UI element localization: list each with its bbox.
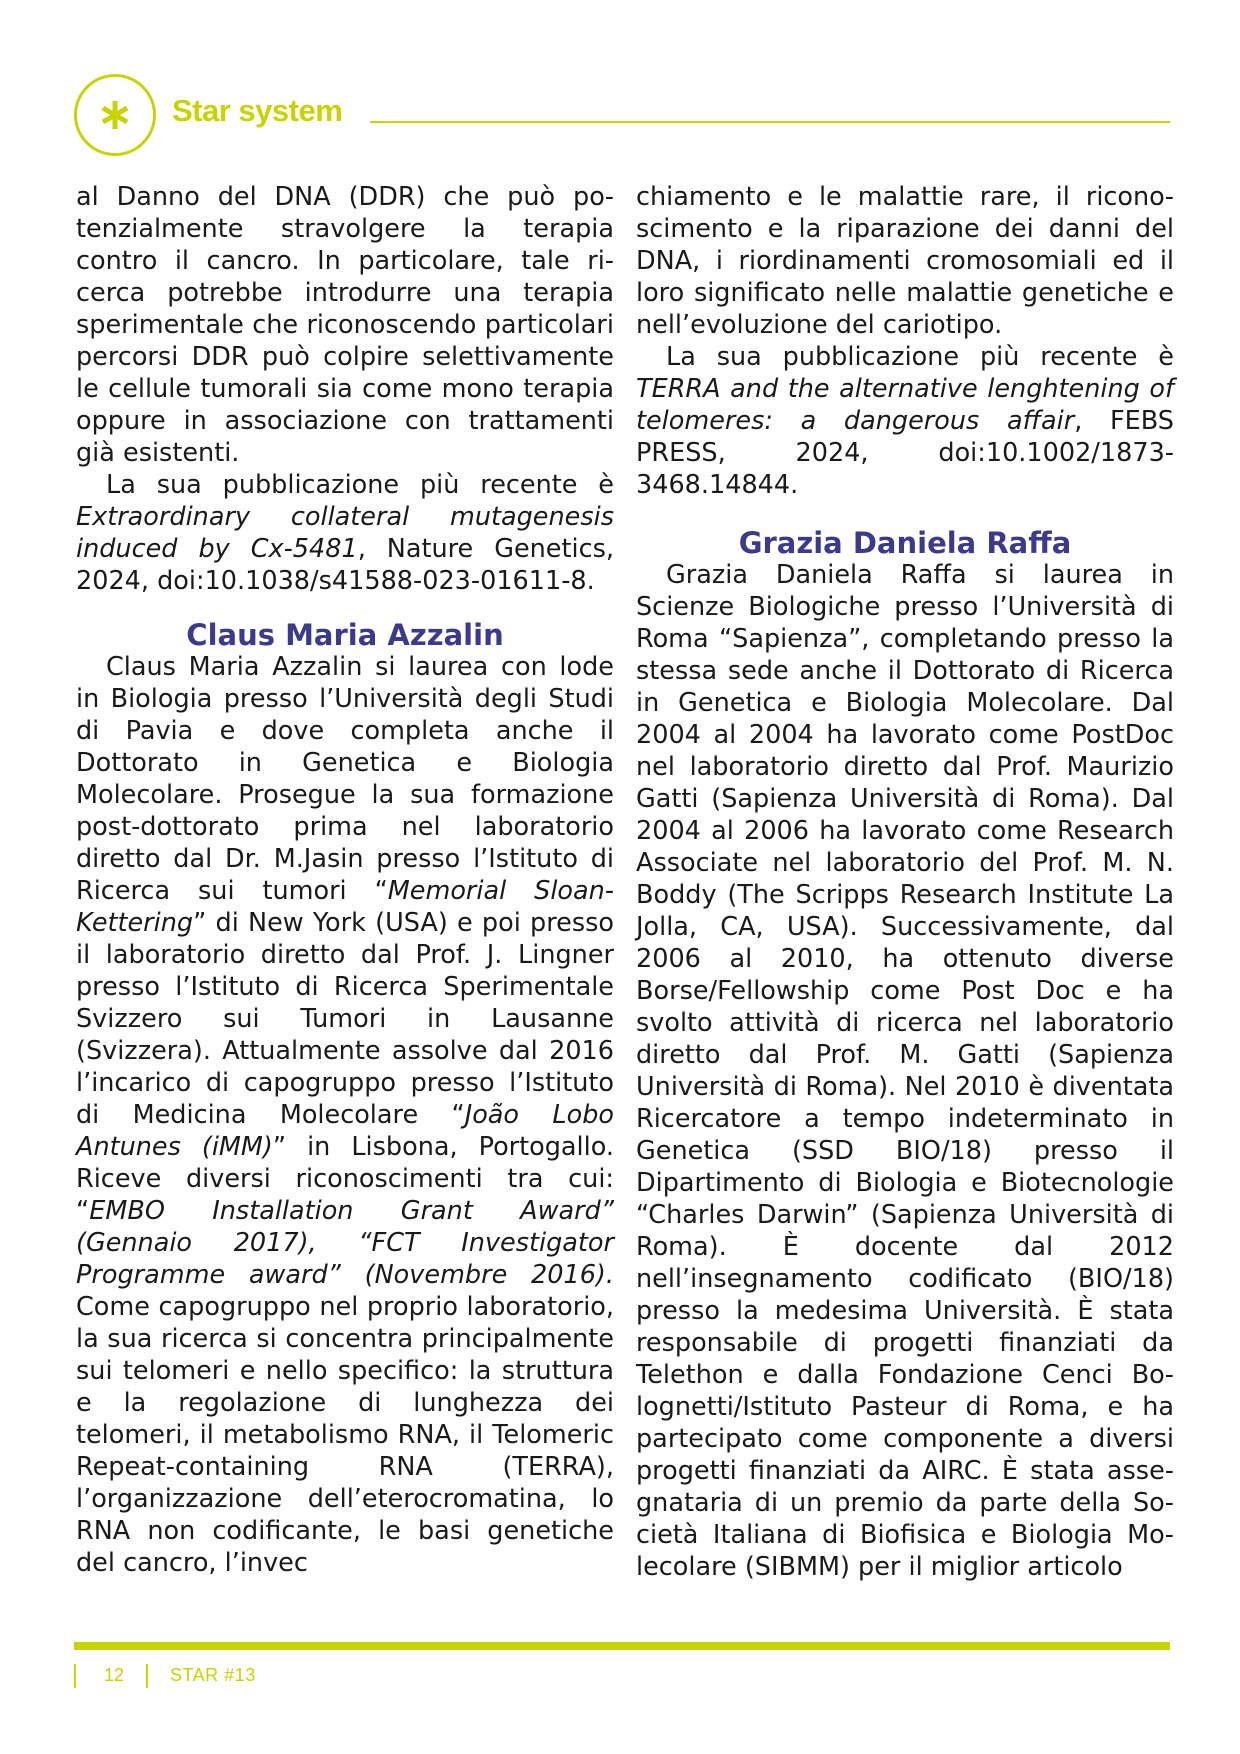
asterisk-icon — [77, 77, 153, 153]
text-run: La sua pubblicazione più recente è — [106, 470, 614, 500]
footer-separator — [146, 1664, 148, 1688]
italic-run: Memorial Sloan-Kettering — [76, 876, 614, 938]
paragraph — [76, 469, 614, 597]
text-run: Claus Maria Azzalin si laurea con lode in Biologia presso l’Università degli Studi di Pavia e dove completa anche il Dottorato in Genetica e Biologia Molecolare. Prosegue la sua formazione post-dottorato prima nel laboratorio diretto dal Dr. M.Jasin presso l’Istituto di Ricerca sui tumori “ — [76, 652, 614, 906]
text-run: La sua pubblicazione più recente è — [666, 342, 1174, 372]
italic-run: EMBO Installation Grant Award” (Gennaio 2017), “FCT Investigator Programme award” (Novembre 2016). — [76, 1196, 614, 1290]
italic-run: João Lobo Antunes (iMM) — [76, 1100, 614, 1162]
biography-paragraph — [76, 651, 614, 1579]
publication-title: TERRA and the alternative lenghtening of telomeres: a dangerous affair — [636, 374, 1174, 436]
footer-bar — [74, 1642, 1170, 1650]
text-run: , FEBS PRESS, 2024, doi:10.1002/1873-3468.14844. — [636, 406, 1174, 500]
person-name-heading: Grazia Daniela Raffa — [738, 526, 1072, 560]
footer-separator — [74, 1664, 76, 1688]
right-column — [636, 181, 1174, 1583]
page-footer — [74, 1662, 474, 1692]
issue-label: STAR #13 — [170, 1665, 256, 1685]
section-logo — [74, 74, 156, 156]
paragraph: al Danno del DNA (DDR) che può potenzialmente stravolgere la terapia contro il cancro. In particolare, tale ricerca potrebbe introdurre una terapia sperimentale che riconoscendo particolari percorsi DDR può colpire selettivamente le cellule tumorali sia come mono terapia oppure in associazione con trattamenti già esistenti. — [76, 182, 614, 468]
person-name-heading: Claus Maria Azzalin — [186, 618, 504, 652]
publication-title: Extraordinary collateral mutagenesis induced by Cx-5481 — [76, 502, 614, 564]
page-number: 12 — [104, 1665, 125, 1685]
left-column — [76, 181, 614, 1579]
biography-paragraph: Grazia Daniela Raffa si laurea in Scienze Biologiche presso l’Università di Roma “Sapienza”, completando presso la stessa sede anche il Dottorato di Ricerca in Genetica e Biologia Molecolare. Dal 2004 al 2004 ha lavorato come PostDoc nel laboratorio diretto dal Prof. Maurizio Gatti (Sapienza Università di Roma). Dal 2004 al 2006 ha lavorato come Research Associate nel laboratorio del Prof. M. N. Boddy (The Scripps Research Institute La Jolla, CA, USA). Successivamente, dal 2006 al 2010, ha ottenuto diverse Borse/Fellowship come Post Doc e ha svolto attività di ricerca nel laboratorio diretto dal Prof. M. Gatti (Sapienza Università di Roma). Nel 2010 è diventata Ricercatore a tempo indeterminato in Genetica (SSD BIO/18) presso il Dipartimento di Biologia e Biotecnologie “Charles Darwin” (Sapienza Università di Roma). È docente dal 2012 nell’insegnamento codificato (BIO/18) presso la medesima Università. È stata responsabile di progetti finanziati da Telethon e dalla Fondazione Cenci Bolognetti/Istituto Pasteur di Roma, e ha partecipato come componente a diversi progetti finanziati da AIRC. È stata assegnataria di un premio da parte della Società Italiana di Biofisica e Biologia Molecolare (SIBMM) per il miglior articolo — [636, 560, 1174, 1582]
paragraph: chiamento e le malattie rare, il riconoscimento e la riparazione dei danni del DNA, i riordinamenti cromosomiali ed il loro significato nelle malattie genetiche e nell’evoluzione del cariotipo. — [636, 182, 1174, 340]
paragraph — [636, 341, 1174, 501]
text-run: , Nature Genetics, 2024, doi:10.1038/s41588-023-01611-8. — [76, 534, 614, 596]
page-header — [74, 74, 1170, 160]
text-run: ” in Lisbona, Portogallo. Riceve diversi riconoscimenti tra cui: “ — [76, 1132, 614, 1226]
section-title: Star system — [172, 93, 343, 128]
header-divider — [370, 121, 1170, 123]
text-run: Come capogruppo nel proprio laboratorio, la sua ricerca si concentra principalmente sui telomeri e nello specifico: la struttura e la regolazione di lunghezza dei telomeri, il metabolismo RNA, il Telomeric Repeat-containing RNA (TERRA), l’organizzazione dell’eterocromatina, lo RNA non codificante, le basi genetiche del cancro, l’invec — [76, 1292, 614, 1578]
text-run: ” di New York (USA) e poi presso il laboratorio diretto dal Prof. J. Lingner presso l’Istituto di Ricerca Sperimentale Svizzero sui Tumori in Lausanne (Svizzera). Attualmente assolve dal 2016 l’incarico di capogruppo presso l’Istituto di Medicina Molecolare “ — [76, 908, 614, 1130]
